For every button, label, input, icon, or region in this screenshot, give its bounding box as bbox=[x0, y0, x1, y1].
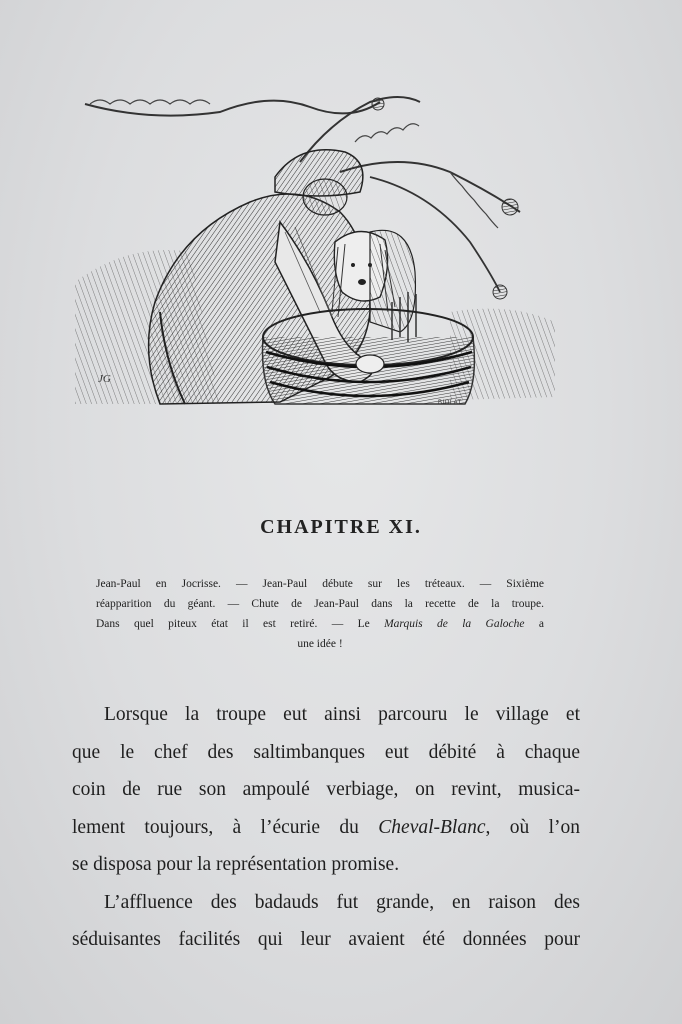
chapter-title: CHAPITRE XI. bbox=[260, 516, 422, 538]
body-paragraphs bbox=[72, 696, 580, 959]
body-line: L’affluence des badauds fut grande, en raison des bbox=[104, 891, 580, 913]
summary-line bbox=[96, 614, 544, 634]
chapter-summary bbox=[96, 574, 544, 654]
summary-text: Dans quel piteux état il est retiré. — Le bbox=[96, 618, 385, 630]
artist-signature: JG bbox=[98, 373, 111, 385]
body-line bbox=[72, 809, 580, 847]
body-text: lement toujours, à l’écurie du bbox=[72, 816, 379, 838]
body-italic-name: Cheval-Blanc bbox=[378, 816, 486, 838]
summary-text: a bbox=[524, 618, 544, 630]
engraving-drawing bbox=[70, 82, 560, 412]
summary-italic-name: Marquis de la Galoche bbox=[384, 618, 525, 630]
body-line: Lorsque la troupe eut ainsi parcouru le village et bbox=[104, 704, 580, 725]
body-line: se disposa pour la représentation promise. bbox=[72, 854, 400, 875]
summary-line: réapparition du géant. — Chute de Jean-Paul dans la recette de la troupe. bbox=[96, 598, 544, 610]
engraving-illustration bbox=[70, 82, 560, 412]
body-line: coin de rue son ampoulé verbiage, on revint, musica- bbox=[72, 779, 580, 800]
body-line: séduisantes facilités qui leur avaient été données pour bbox=[72, 929, 580, 950]
body-text: , où l’on bbox=[485, 816, 580, 838]
body-line: que le chef des saltimbanques eut débité à chaque bbox=[72, 741, 580, 763]
summary-line: Jean-Paul en Jocrisse. — Jean-Paul débute sur les tréteaux. — Sixième bbox=[96, 578, 544, 590]
summary-line: une idée ! bbox=[297, 638, 343, 650]
engraver-signature: BIOLAT. bbox=[438, 400, 464, 406]
